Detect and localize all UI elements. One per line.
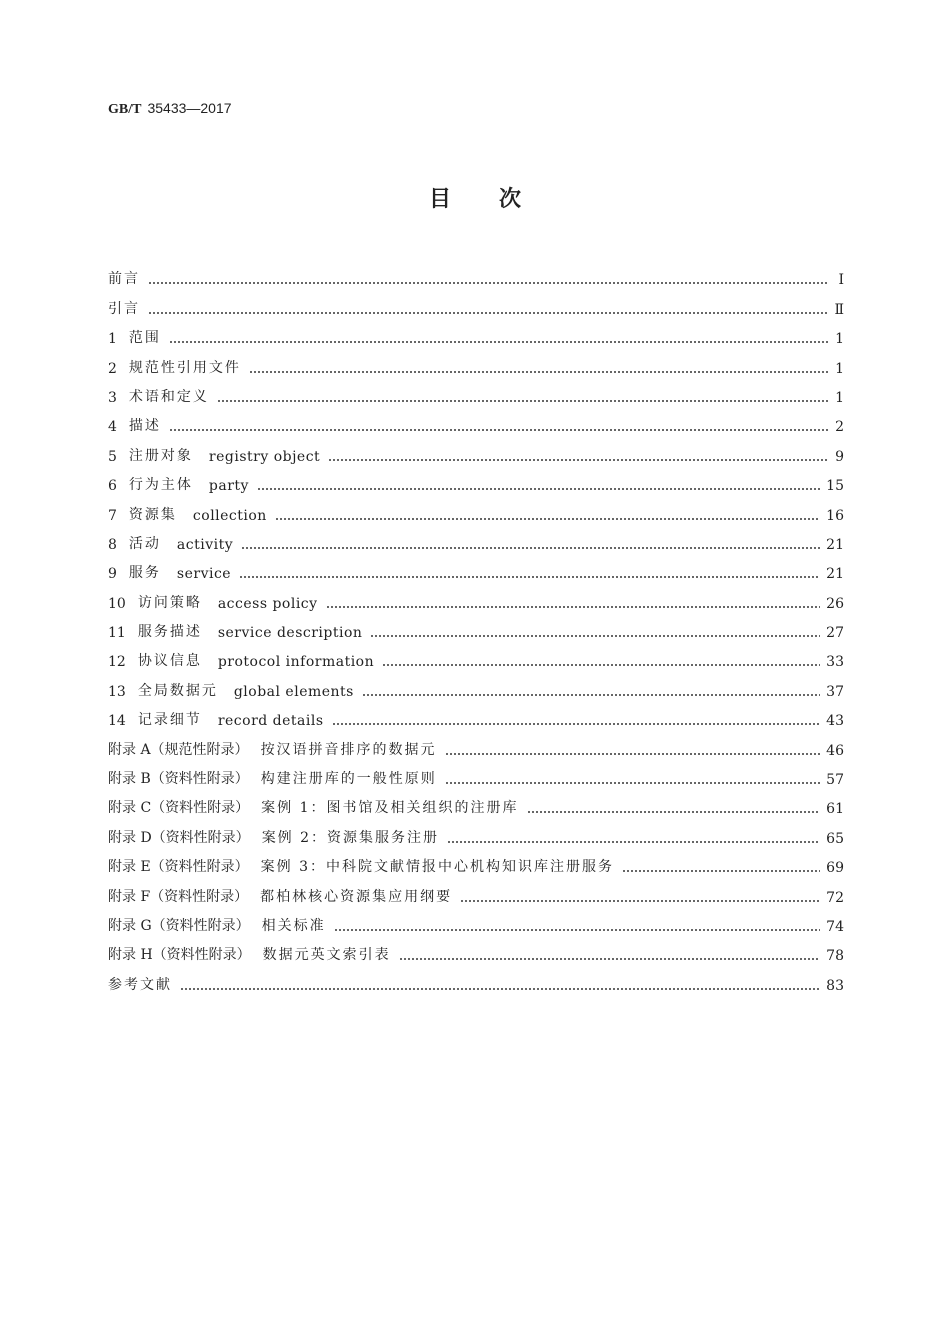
toc-entry-number: 13 bbox=[108, 683, 126, 700]
toc-entry-title: 范围 bbox=[128, 330, 161, 347]
dot-leader bbox=[257, 488, 820, 490]
toc-entry-title: 案例 3：中科院文献情报中心机构知识库注册服务 bbox=[260, 859, 615, 876]
toc-entry-page: 9 bbox=[835, 448, 844, 465]
toc-entry-page: 69 bbox=[826, 860, 844, 877]
toc-entry-title: 描述 bbox=[128, 418, 161, 435]
toc-entry-page: 74 bbox=[826, 918, 844, 935]
dot-leader bbox=[370, 635, 820, 637]
toc-entry-number: 附录 D（资料性附录） bbox=[108, 829, 250, 846]
toc-entry-title: 案例 2：资源集服务注册 bbox=[261, 829, 440, 846]
toc-entry[interactable] bbox=[108, 729, 844, 758]
toc-entry-number: 附录 C（资料性附录） bbox=[108, 800, 250, 817]
toc-entry-page: 16 bbox=[826, 507, 844, 524]
toc-entry-page: 21 bbox=[826, 566, 844, 583]
toc-entry-page: 26 bbox=[826, 595, 844, 612]
dot-leader bbox=[334, 929, 821, 931]
toc-entry-page: 43 bbox=[826, 713, 844, 730]
toc-entry[interactable] bbox=[108, 582, 844, 611]
toc-entry-page: Ⅱ bbox=[834, 301, 844, 318]
table-of-contents bbox=[108, 259, 844, 994]
toc-entry[interactable] bbox=[108, 788, 844, 817]
dot-leader bbox=[180, 988, 820, 990]
toc-entry-page: Ⅰ bbox=[838, 272, 844, 289]
toc-entry-page: 37 bbox=[826, 683, 844, 700]
toc-entry[interactable] bbox=[108, 347, 844, 376]
toc-entry-title: 活动 bbox=[128, 535, 161, 552]
toc-entry-page: 78 bbox=[826, 948, 844, 965]
toc-entry[interactable] bbox=[108, 906, 844, 935]
toc-entry[interactable] bbox=[108, 377, 844, 406]
toc-entry-title: 构建注册库的一般性原则 bbox=[260, 771, 437, 788]
toc-entry-title: 参考文献 bbox=[108, 976, 172, 993]
toc-entry-english-title: protocol information bbox=[217, 654, 375, 671]
toc-entry-number: 2 bbox=[108, 360, 117, 377]
dot-leader bbox=[249, 371, 828, 373]
dot-leader bbox=[445, 782, 820, 784]
toc-entry-title: 记录细节 bbox=[137, 712, 202, 729]
toc-entry-title: 行为主体 bbox=[128, 477, 193, 494]
toc-entry-title: 案例 1：图书馆及相关组织的注册库 bbox=[261, 800, 519, 817]
dot-leader bbox=[239, 576, 820, 578]
toc-entry-english-title: service bbox=[176, 566, 232, 583]
toc-entry[interactable] bbox=[108, 847, 844, 876]
dot-leader bbox=[460, 900, 820, 902]
toc-entry-title: 协议信息 bbox=[137, 653, 202, 670]
toc-entry-number: 附录 B（资料性附录） bbox=[108, 771, 249, 788]
dot-leader bbox=[362, 694, 820, 696]
dot-leader bbox=[326, 606, 821, 608]
dot-leader bbox=[527, 811, 821, 813]
dot-leader bbox=[169, 429, 828, 431]
toc-entry-title: 都柏林核心资源集应用纲要 bbox=[260, 888, 453, 905]
toc-entry-page: 1 bbox=[835, 389, 844, 406]
toc-entry-title: 数据元英文索引表 bbox=[262, 947, 391, 964]
toc-entry[interactable] bbox=[108, 318, 844, 347]
toc-entry-page: 61 bbox=[826, 801, 844, 818]
toc-entry[interactable] bbox=[108, 700, 844, 729]
toc-entry-title: 访问策略 bbox=[137, 594, 202, 611]
toc-entry[interactable] bbox=[108, 435, 844, 464]
toc-entry-number: 8 bbox=[108, 536, 117, 553]
toc-entry-title: 前言 bbox=[108, 271, 140, 288]
toc-entry-english-title: activity bbox=[176, 536, 234, 553]
dot-leader bbox=[382, 664, 820, 666]
toc-entry-number: 7 bbox=[108, 507, 117, 524]
toc-entry-number: 10 bbox=[108, 595, 126, 612]
toc-entry[interactable] bbox=[108, 935, 844, 964]
toc-entry-number: 11 bbox=[108, 625, 126, 642]
dot-leader bbox=[399, 958, 821, 960]
toc-entry-number: 附录 F（资料性附录） bbox=[108, 888, 249, 905]
toc-entry-title: 相关标准 bbox=[261, 917, 326, 934]
toc-entry-page: 57 bbox=[826, 772, 844, 789]
toc-entry-english-title: collection bbox=[192, 507, 267, 524]
toc-entry-title: 服务描述 bbox=[137, 624, 202, 641]
toc-entry[interactable] bbox=[108, 553, 844, 582]
toc-entry[interactable] bbox=[108, 759, 844, 788]
toc-entry[interactable] bbox=[108, 964, 844, 993]
toc-entry-title: 术语和定义 bbox=[128, 388, 209, 405]
toc-entry-number: 4 bbox=[108, 419, 117, 436]
dot-leader bbox=[447, 841, 820, 843]
toc-entry-number: 6 bbox=[108, 478, 117, 495]
toc-entry[interactable] bbox=[108, 288, 844, 317]
toc-entry-page: 1 bbox=[835, 360, 844, 377]
toc-entry-english-title: global elements bbox=[233, 683, 354, 700]
toc-entry-page: 27 bbox=[826, 625, 844, 642]
dot-leader bbox=[332, 723, 821, 725]
toc-entry-page: 1 bbox=[835, 331, 844, 348]
toc-entry-number: 附录 A（规范性附录） bbox=[108, 741, 249, 758]
toc-entry-page: 15 bbox=[826, 478, 844, 495]
toc-entry-number: 3 bbox=[108, 389, 117, 406]
toc-entry-english-title: record details bbox=[217, 713, 324, 730]
toc-entry-number: 9 bbox=[108, 566, 117, 583]
dot-leader bbox=[241, 547, 820, 549]
toc-entry-page: 83 bbox=[826, 977, 844, 994]
toc-entry-page: 21 bbox=[826, 536, 844, 553]
toc-entry-title: 服务 bbox=[128, 565, 161, 582]
toc-entry[interactable] bbox=[108, 876, 844, 905]
toc-entry-number: 12 bbox=[108, 654, 126, 671]
page-title: 目次 bbox=[428, 187, 569, 212]
toc-entry-title: 全局数据元 bbox=[137, 682, 218, 699]
toc-entry-number: 附录 G（资料性附录） bbox=[108, 917, 250, 934]
toc-entry-title: 引言 bbox=[108, 300, 140, 317]
dot-leader bbox=[445, 753, 821, 755]
dot-leader bbox=[622, 870, 820, 872]
toc-entry[interactable] bbox=[108, 494, 844, 523]
dot-leader bbox=[148, 282, 828, 284]
toc-entry-number: 14 bbox=[108, 713, 126, 730]
standard-code: GB/T bbox=[108, 102, 142, 117]
toc-entry-page: 46 bbox=[826, 742, 844, 759]
toc-entry[interactable] bbox=[108, 524, 844, 553]
toc-entry-page: 72 bbox=[826, 889, 844, 906]
toc-entry-page: 65 bbox=[826, 830, 844, 847]
dot-leader bbox=[328, 459, 828, 461]
toc-entry-english-title: registry object bbox=[208, 448, 321, 465]
toc-entry-page: 33 bbox=[826, 654, 844, 671]
toc-entry-title: 资源集 bbox=[128, 506, 177, 523]
toc-entry-title: 规范性引用文件 bbox=[128, 359, 241, 376]
toc-entry-english-title: access policy bbox=[217, 595, 318, 612]
toc-entry-number: 1 bbox=[108, 331, 117, 348]
dot-leader bbox=[275, 518, 820, 520]
toc-entry[interactable] bbox=[108, 612, 844, 641]
toc-entry-english-title: party bbox=[208, 478, 249, 495]
toc-entry[interactable] bbox=[108, 670, 844, 699]
dot-leader bbox=[169, 341, 828, 343]
toc-entry-number: 5 bbox=[108, 448, 117, 465]
toc-entry[interactable] bbox=[108, 406, 844, 435]
toc-entry-title: 按汉语拼音排序的数据元 bbox=[260, 741, 437, 758]
standard-number bbox=[108, 100, 232, 118]
toc-entry[interactable] bbox=[108, 641, 844, 670]
toc-entry-number: 附录 E（资料性附录） bbox=[108, 859, 249, 876]
toc-entry-page: 2 bbox=[835, 419, 844, 436]
toc-entry[interactable] bbox=[108, 817, 844, 846]
toc-entry-title: 注册对象 bbox=[128, 447, 193, 464]
standard-year: 35433—2017 bbox=[147, 100, 232, 116]
toc-entry-number: 附录 H（资料性附录） bbox=[108, 947, 251, 964]
dot-leader bbox=[217, 400, 828, 402]
toc-entry[interactable] bbox=[108, 465, 844, 494]
toc-entry[interactable] bbox=[108, 259, 844, 288]
toc-entry-english-title: service description bbox=[217, 625, 363, 642]
dot-leader bbox=[148, 312, 828, 314]
